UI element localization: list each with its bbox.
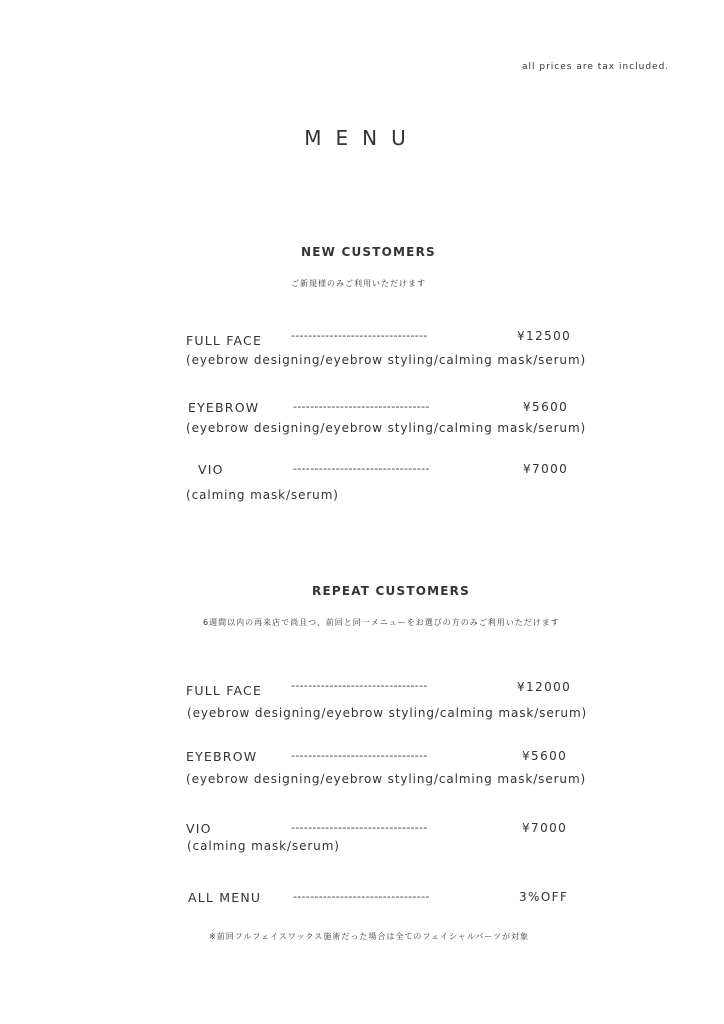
footer-note: ※前回フルフェイスワックス施術だった場合は全てのフェイシャルパーツが対象 xyxy=(209,932,529,941)
menu-item-description: (eyebrow designing/eyebrow styling/calming mask/serum) xyxy=(186,353,587,367)
menu-item-dashes: -------------------------------- xyxy=(291,679,428,692)
page-title: MENU xyxy=(304,126,420,150)
menu-item-dashes: -------------------------------- xyxy=(291,749,428,762)
menu-item-dashes: -------------------------------- xyxy=(291,821,428,834)
menu-item-price: ¥5600 xyxy=(522,749,568,763)
repeat-customers-heading: REPEAT CUSTOMERS xyxy=(312,584,470,598)
menu-item-dashes: -------------------------------- xyxy=(293,890,430,903)
menu-item-price: ¥12000 xyxy=(517,680,572,694)
menu-item-price: ¥12500 xyxy=(517,329,572,343)
menu-item-description: (calming mask/serum) xyxy=(187,839,340,853)
repeat-customers-note: 6週間以内の再来店で尚且つ、前回と同一メニューをお選びの方のみご利用いただけます xyxy=(203,618,560,627)
menu-item-dashes: -------------------------------- xyxy=(293,462,430,475)
menu-item-name: ALL MENU xyxy=(188,890,262,905)
menu-item-name: FULL FACE xyxy=(186,683,263,698)
new-customers-note: ご新規様のみご利用いただけます xyxy=(291,279,426,288)
menu-item-price: 3%OFF xyxy=(519,890,569,904)
menu-item-price: ¥5600 xyxy=(523,400,569,414)
menu-item-description: (eyebrow designing/eyebrow styling/calming mask/serum) xyxy=(186,772,587,786)
menu-item-price: ¥7000 xyxy=(523,462,569,476)
menu-item-name: VIO xyxy=(186,821,212,836)
menu-item-description: (eyebrow designing/eyebrow styling/calming mask/serum) xyxy=(187,706,588,720)
menu-item-price: ¥7000 xyxy=(522,821,568,835)
menu-item-dashes: -------------------------------- xyxy=(291,329,428,342)
menu-item-description: (eyebrow designing/eyebrow styling/calming mask/serum) xyxy=(186,421,587,435)
new-customers-heading: NEW CUSTOMERS xyxy=(301,245,436,259)
menu-item-dashes: -------------------------------- xyxy=(293,400,430,413)
menu-item-description: (calming mask/serum) xyxy=(186,488,339,502)
tax-note: all prices are tax included. xyxy=(522,62,670,72)
menu-item-name: VIO xyxy=(198,462,224,477)
menu-item-name: FULL FACE xyxy=(186,333,263,348)
menu-item-name: EYEBROW xyxy=(186,749,258,764)
menu-item-name: EYEBROW xyxy=(188,400,260,415)
